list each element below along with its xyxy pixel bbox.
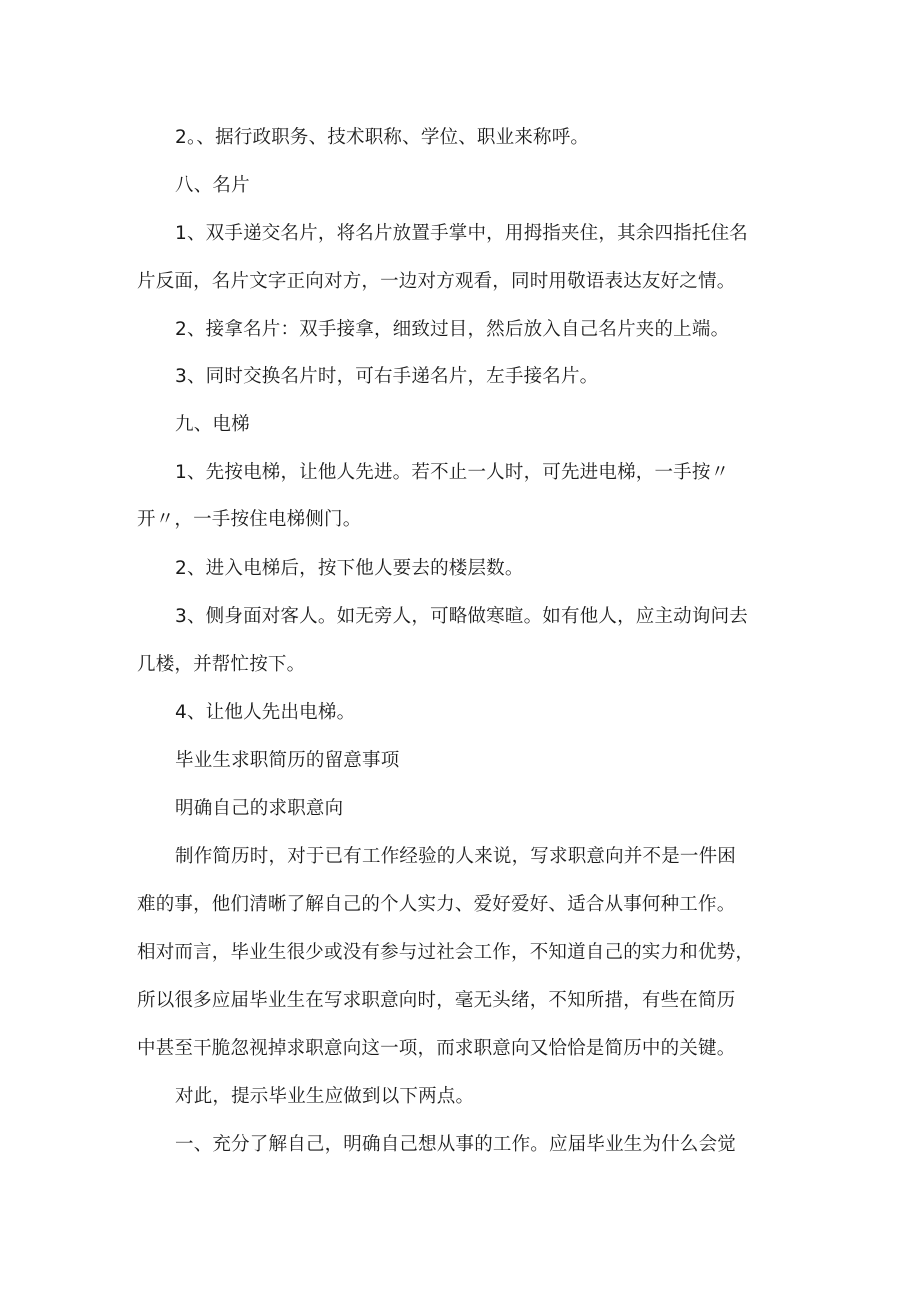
text-line: 难的事，他们清晰了解自己的个人实力、爱好爱好、适合从事何种工作。 (137, 894, 736, 915)
text-line: 2、接拿名片：双手接拿，细致过目，然后放入自己名片夹的上端。 (175, 319, 730, 340)
text-line: 1、先按电梯，让他人先进。若不止一人时，可先进电梯，一手按〃 (175, 462, 730, 483)
text-line: 一、充分了解自己，明确自己想从事的工作。应届毕业生为什么会觉 (175, 1134, 737, 1155)
text-line: 开〃，一手按住电梯侧门。 (137, 509, 362, 530)
text-line: 相对而言，毕业生很少或没有参与过社会工作，不知道自己的实力和优势， (137, 942, 755, 963)
section-heading-elevator: 九、电梯 (175, 414, 250, 435)
text-line: 对此，提示毕业生应做到以下两点。 (175, 1086, 475, 1107)
subheading-job-intention: 明确自己的求职意向 (175, 798, 344, 819)
text-line: 3、侧身面对客人。如无旁人，可略做寒暄。如有他人，应主动询问去 (175, 606, 748, 627)
section-heading-business-card: 八、名片 (175, 175, 250, 196)
section-heading-resume-notes: 毕业生求职简历的留意事项 (175, 750, 400, 771)
text-line: 制作简历时，对于已有工作经验的人来说，写求职意向并不是一件困 (175, 846, 737, 867)
text-line: 中甚至干脆忽视掉求职意向这一项，而求职意向又恰恰是简历中的关键。 (137, 1038, 736, 1059)
text-line: 4、让他人先出电梯。 (175, 702, 356, 723)
text-line: 1、双手递交名片，将名片放置手掌中，用拇指夹住，其余四指托住名 (175, 223, 748, 244)
text-line: 2。、据行政职务、技术职称、学位、职业来称呼。 (175, 127, 590, 148)
text-line: 几楼，并帮忙按下。 (137, 654, 306, 675)
text-line: 3、同时交换名片时，可右手递名片，左手接名片。 (175, 366, 599, 387)
text-line: 2、进入电梯后，按下他人要去的楼层数。 (175, 558, 524, 579)
text-line: 片反面，名片文字正向对方，一边对方观看，同时用敬语表达友好之情。 (137, 271, 736, 292)
text-line: 所以很多应届毕业生在写求职意向时，毫无头绪，不知所措，有些在简历 (137, 990, 736, 1011)
